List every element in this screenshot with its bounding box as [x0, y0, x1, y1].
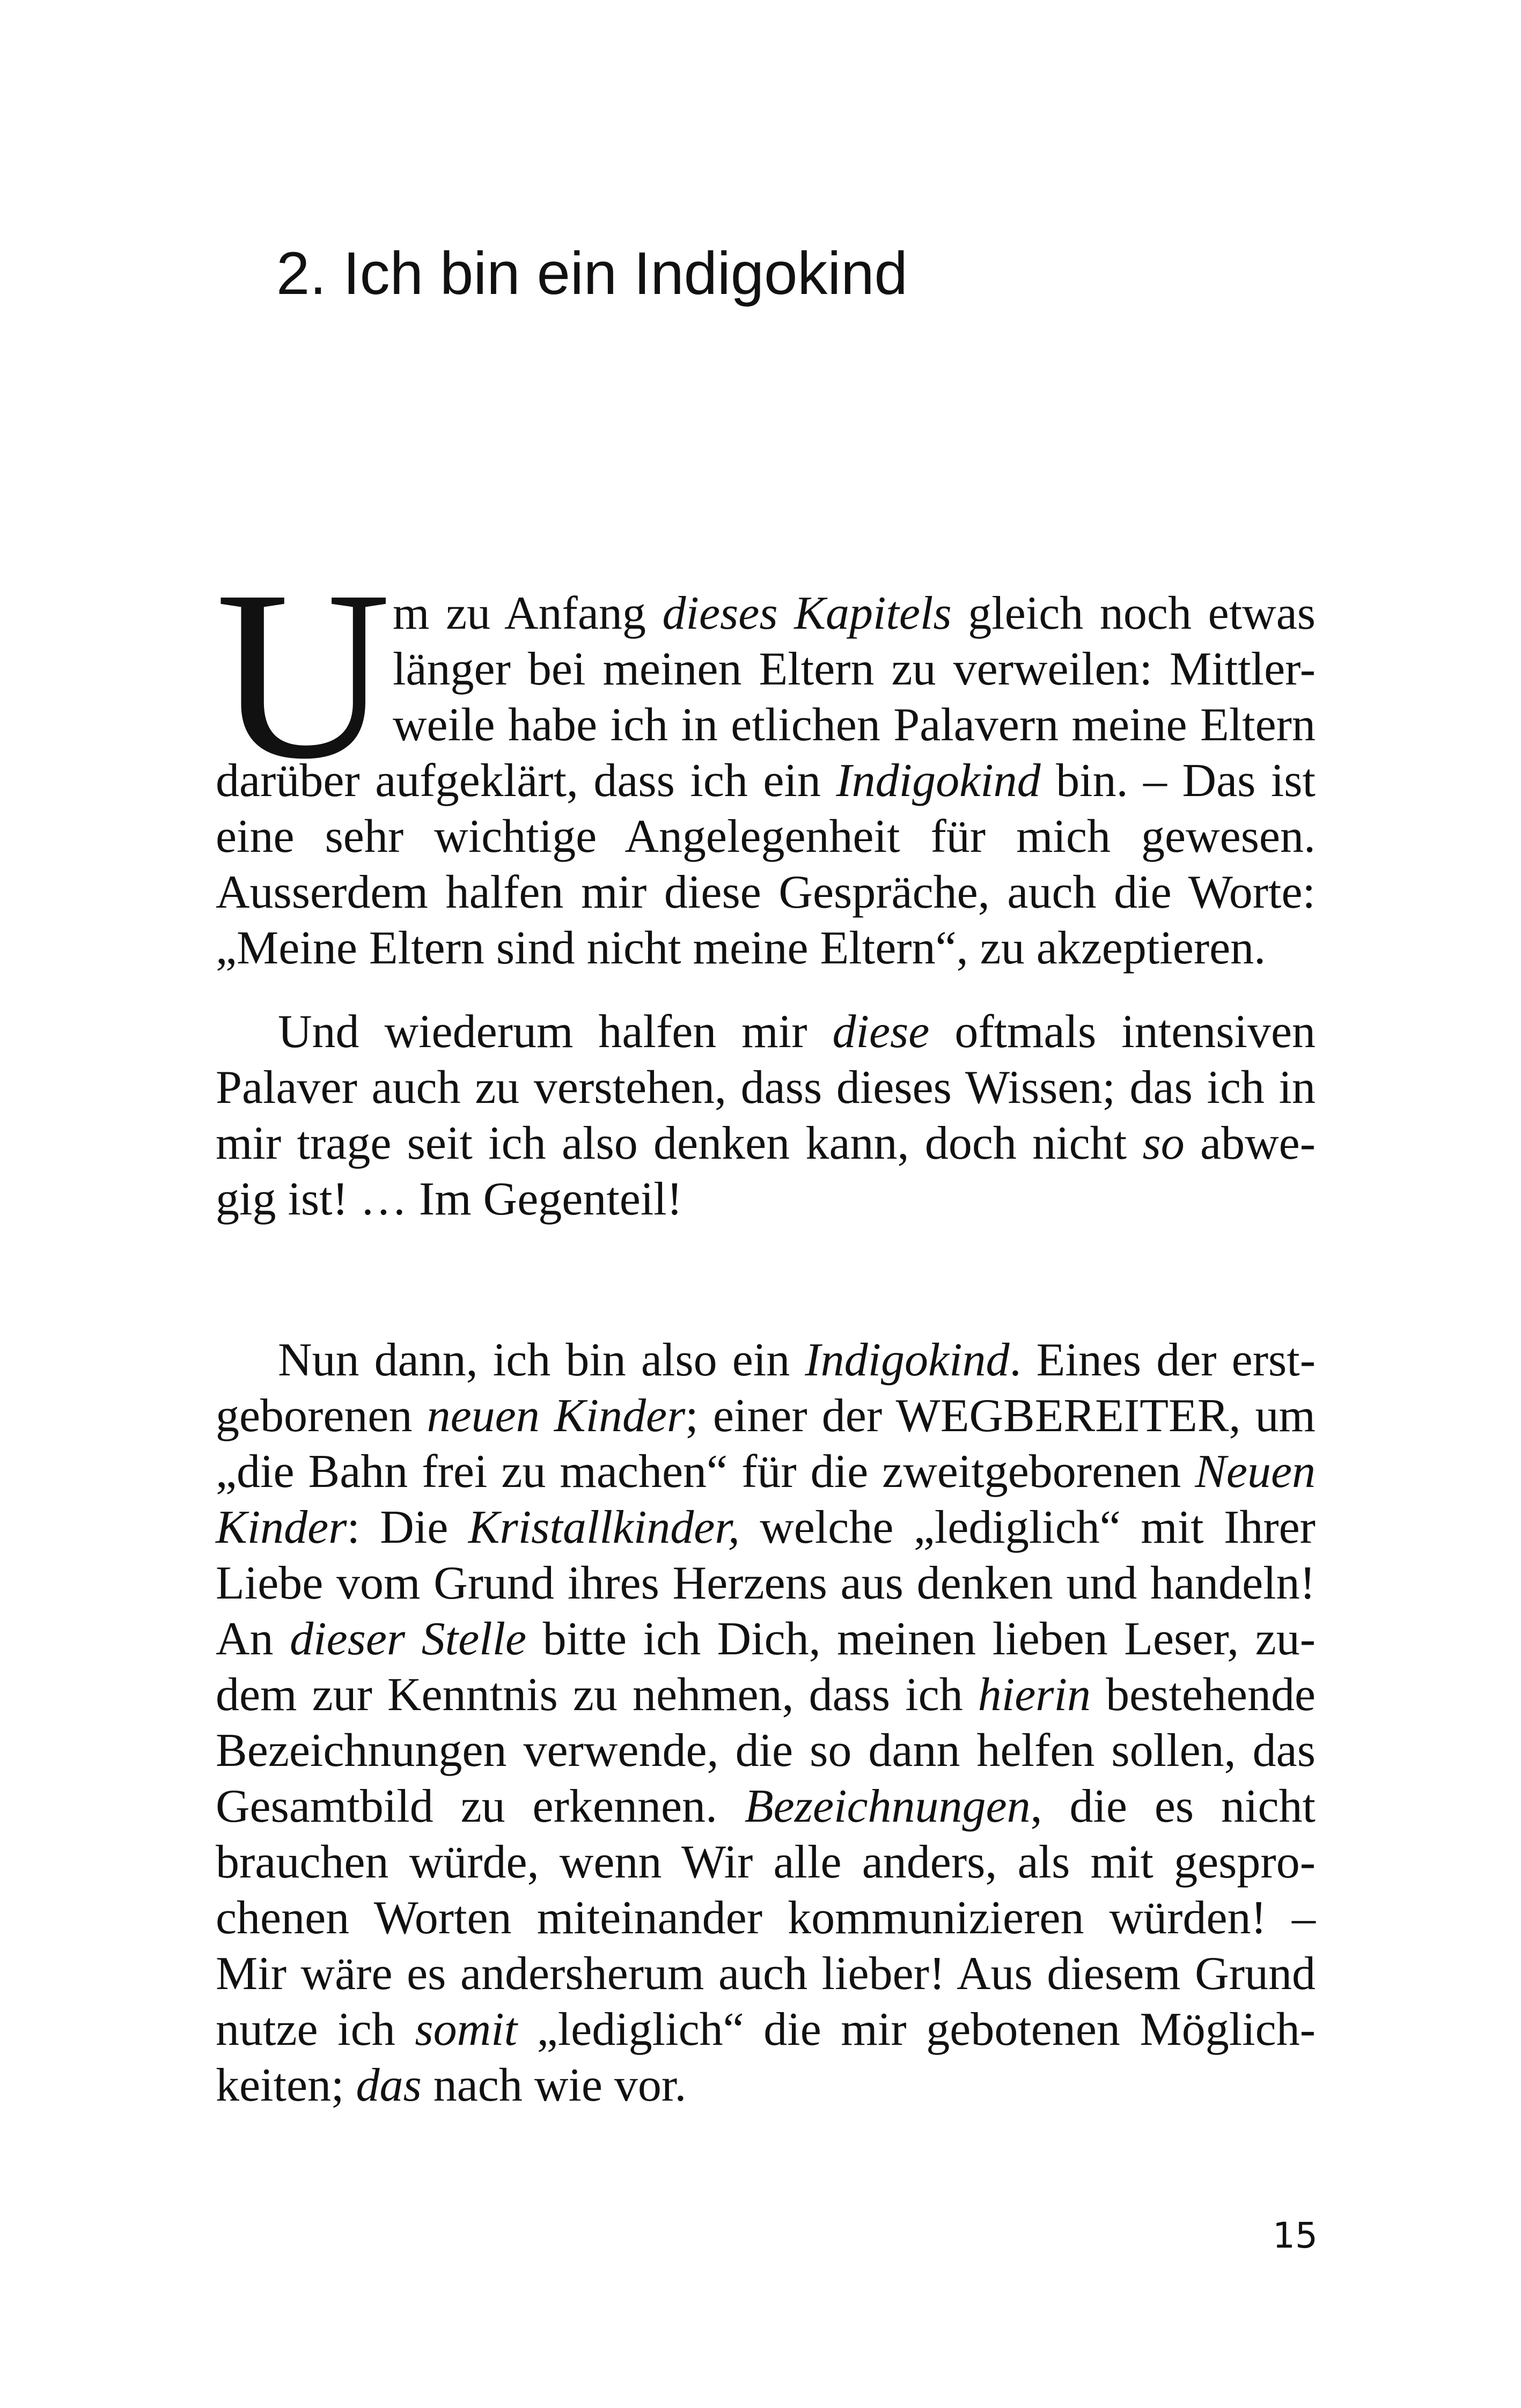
text-line: darüber aufgeklärt, dass ich ein Indigokind bin. – Das ist: [216, 755, 1316, 807]
text-line: länger bei meinen Eltern zu verweilen: Mittler-: [393, 643, 1316, 695]
italic-text: Indigokind: [805, 1334, 1010, 1386]
text-line: weile habe ich in etlichen Palavern meine Eltern: [393, 699, 1316, 751]
text-line: An dieser Stelle bitte ich Dich, meinen lieben Leser, zu-: [216, 1613, 1316, 1665]
text-line: brauchen würde, wenn Wir alle anders, als mit gespro-: [216, 1836, 1316, 1888]
drop-cap: U: [216, 540, 391, 809]
italic-text: dieses Kapitels: [662, 587, 952, 639]
italic-text: dieser Stelle: [290, 1613, 527, 1665]
text-line: Gesamtbild zu erkennen. Bezeichnungen, die es nicht: [216, 1780, 1316, 1832]
text-line: Nun dann, ich bin also ein Indigokind. Eines der erst-: [278, 1334, 1316, 1386]
italic-text: Neuen: [1195, 1446, 1316, 1498]
text-line: dem zur Kenntnis zu nehmen, dass ich hierin bestehende: [216, 1669, 1316, 1721]
paragraph-2: [216, 1004, 1316, 1227]
italic-text: Bezeichnungen: [744, 1780, 1031, 1832]
text-line: Mir wäre es andersherum auch lieber! Aus diesem Grund: [216, 1948, 1316, 2000]
italic-text: neuen Kinder: [427, 1390, 686, 1442]
italic-text: Kinder: [216, 1501, 347, 1553]
italic-text: Indigokind: [836, 755, 1041, 807]
text-line: nutze ich somit „lediglich“ die mir gebotenen Möglich-: [216, 2004, 1316, 2056]
paragraph-1: [216, 586, 1316, 976]
text-line: eine sehr wichtige Angelegenheit für mich gewesen.: [216, 811, 1316, 863]
text-line: gig ist! … Im Gegenteil!: [216, 1173, 683, 1225]
italic-text: so: [1142, 1117, 1185, 1169]
text-line: Liebe vom Grund ihres Herzens aus denken und handeln!: [216, 1557, 1316, 1609]
italic-text: das: [356, 2059, 422, 2111]
text-line: chenen Worten miteinander kommunizieren würden! –: [216, 1892, 1316, 1944]
text-line: m zu Anfang dieses Kapitels gleich noch etwas: [393, 587, 1316, 639]
paragraph-3: [216, 1332, 1316, 2114]
text-line: keiten; das nach wie vor.: [216, 2059, 687, 2111]
italic-text: diese: [832, 1006, 930, 1058]
text-line: Palaver auch zu verstehen, dass dieses Wissen; das ich in: [216, 1062, 1316, 1114]
text-line: geborenen neuen Kinder; einer der WEGBEREITER, um: [216, 1390, 1316, 1442]
page-number: 15: [1273, 2215, 1318, 2256]
italic-text: Kristallkinder,: [468, 1501, 740, 1553]
text-line: „Meine Eltern sind nicht meine Eltern“, zu akzeptieren.: [216, 922, 1266, 974]
chapter-title: 2. Ich bin ein Indigokind: [276, 240, 908, 307]
text-line: Bezeichnungen verwende, die so dann helfen sollen, das: [216, 1725, 1316, 1777]
italic-text: hierin: [978, 1669, 1091, 1721]
text-line: Und wiederum halfen mir diese oftmals intensiven: [278, 1006, 1316, 1058]
italic-text: somit: [415, 2004, 518, 2056]
text-line: Kinder: Die Kristallkinder, welche „lediglich“ mit Ihrer: [216, 1501, 1316, 1553]
text-line: Ausserdem halfen mir diese Gespräche, auch die Worte:: [216, 866, 1316, 918]
text-line: mir trage seit ich also denken kann, doch nicht so abwe-: [216, 1117, 1316, 1169]
text-line: „die Bahn frei zu machen“ für die zweitgeborenen Neuen: [216, 1446, 1316, 1498]
